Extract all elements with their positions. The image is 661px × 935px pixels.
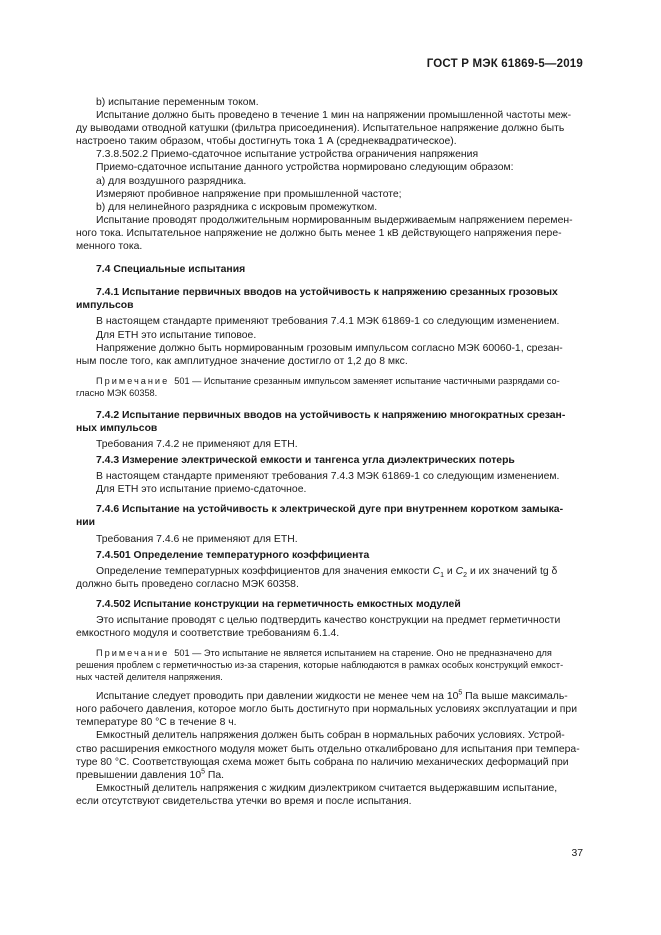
paragraph: Измеряют пробивное напряжение при промышленной частоте; <box>96 188 402 200</box>
paragraph: В настоящем стандарте применяют требования 7.4.3 МЭК 61869-1 со следующим изменением. <box>96 471 560 483</box>
paragraph: Для ЕТН это испытание типовое. <box>96 329 257 341</box>
page-number: 37 <box>571 848 583 859</box>
note-text: 501 — Это испытание не является испытанием на старение. Оно не предназначено для <box>174 648 552 659</box>
subsection-heading: 7.4.2 Испытание первичных вводов на устойчивость к напряжению многократных срезан- <box>96 409 566 421</box>
note-continuation: гласно МЭК 60358. <box>76 387 158 398</box>
note-continuation: решения проблем с герметичностью из-за старения, которые наблюдаются в рамках особых конструкций емкост- <box>76 660 564 671</box>
note <box>76 647 584 659</box>
paragraph-continuation: если отсутствуют свидетельства утечки во время и после испытания. <box>76 795 412 807</box>
paragraph-continuation: настроено таким образом, чтобы достигнуть тока 1 А (среднеквадратическое). <box>76 136 457 148</box>
paragraph: Испытание следует проводить при давлении жидкости не менее чем на $10^5$ Па выше максималь- <box>96 689 568 703</box>
subsection-heading: 7.4.501 Определение температурного коэффициента <box>96 549 370 561</box>
note-continuation: ных частей делителя напряжения. <box>76 672 223 683</box>
running-header: ГОСТ Р МЭК 61869-5—2019 <box>426 58 583 70</box>
symbol-c: C <box>432 565 441 577</box>
paragraph-continuation: должно быть проведено согласно МЭК 60358. <box>76 578 299 590</box>
paragraph-continuation: ным после того, как амплитудное значение достигло от 1,2 до 8 мкс. <box>76 355 408 367</box>
subsection-heading-cont: ных импульсов <box>76 422 158 434</box>
note-text: 501 — Испытание срезанным импульсом заменяет испытание частичными разрядами со- <box>174 375 560 386</box>
list-item: b) для нелинейного разрядника с искровым промежутком. <box>96 201 378 213</box>
paragraph-continuation: ного тока. Испытательное напряжение не должно быть менее 1 кВ действующего напряжения пере- <box>76 227 562 239</box>
paragraph: Испытание проводят продолжительным нормированным выдерживаемым напряжением перемен- <box>96 214 573 226</box>
subsection-heading: 7.4.6 Испытание на устойчивость к электрической дуге при внутреннем коротком замыка- <box>96 504 564 516</box>
paragraph: Емкостный делитель напряжения должен быть собран в нормальных рабочих условиях. Устрой- <box>96 730 565 742</box>
paragraph-continuation: менного тока. <box>76 241 143 253</box>
note <box>76 375 584 387</box>
page-body <box>76 96 584 808</box>
paragraph: Напряжение должно быть нормированным грозовым импульсом согласно МЭК 60060-1, срезан- <box>96 342 563 354</box>
note-label: Примечание <box>96 648 170 659</box>
paragraph: Определение температурных коэффициентов для значения емкости $C_1$ и $C_2$ и их значений tg δ <box>96 565 558 579</box>
note-label: Примечание <box>96 375 170 386</box>
paragraph: Емкостный делитель напряжения с жидким диэлектриком считается выдержавшим испытание, <box>96 782 558 794</box>
paragraph: Приемо-сдаточное испытание данного устройства нормировано следующим образом: <box>96 162 514 174</box>
subsection-heading: 7.4.502 Испытание конструкции на герметичность емкостных модулей <box>96 598 461 610</box>
subsection-heading: 7.4.1 Испытание первичных вводов на устойчивость к напряжению срезанных грозовых <box>96 287 558 299</box>
section-heading: 7.4 Специальные испытания <box>96 264 246 276</box>
paragraph-continuation: ство расширения емкостного модуля может быть отдельно откалибровано для испытания при темпера- <box>76 743 580 755</box>
paragraph-continuation: превышении давления $10^5$ Па. <box>76 768 225 781</box>
paragraph: В настоящем стандарте применяют требования 7.4.1 МЭК 61869-1 со следующим изменением. <box>96 316 560 328</box>
paragraph-continuation: туре 80 °С. Соответствующая схема может быть собрана по наличию механических деформаций при <box>76 756 569 768</box>
symbol-c: C <box>455 565 464 577</box>
paragraph-continuation: температуре 80 °С в течение 8 ч. <box>76 717 237 729</box>
subsection-heading: 7.4.3 Измерение электрической емкости и тангенса угла диэлектрических потерь <box>96 455 515 467</box>
paragraph: Испытание должно быть проведено в течение 1 мин на напряжении промышленной частоты меж- <box>96 110 572 122</box>
paragraph: Требования 7.4.2 не применяют для ЕТН. <box>96 438 298 450</box>
paragraph: Требования 7.4.6 не применяют для ЕТН. <box>96 533 298 545</box>
paragraph-continuation: емкостного модуля и соответствие требованиям 6.1.4. <box>76 628 340 640</box>
subsection-heading-cont: импульсов <box>76 300 134 312</box>
paragraph-continuation: ного рабочего давления, которое могло быть достигнуто при нормальных условиях эксплуатации и при <box>76 704 578 716</box>
paragraph-continuation: ду выводами отводной катушки (фильтра присоединения). Испытательное напряжение должно быть <box>76 123 565 135</box>
list-item: а) для воздушного разрядника. <box>96 175 247 187</box>
clause-heading: 7.3.8.502.2 Приемо-сдаточное испытание устройства ограничения напряжения <box>96 149 479 161</box>
paragraph: Для ЕТН это испытание приемо-сдаточное. <box>96 484 307 496</box>
subsection-heading-cont: нии <box>76 517 96 529</box>
paragraph: b) испытание переменным током. <box>96 97 259 108</box>
paragraph: Это испытание проводят с целью подтвердить качество конструкции на предмет герметичности <box>96 615 561 626</box>
